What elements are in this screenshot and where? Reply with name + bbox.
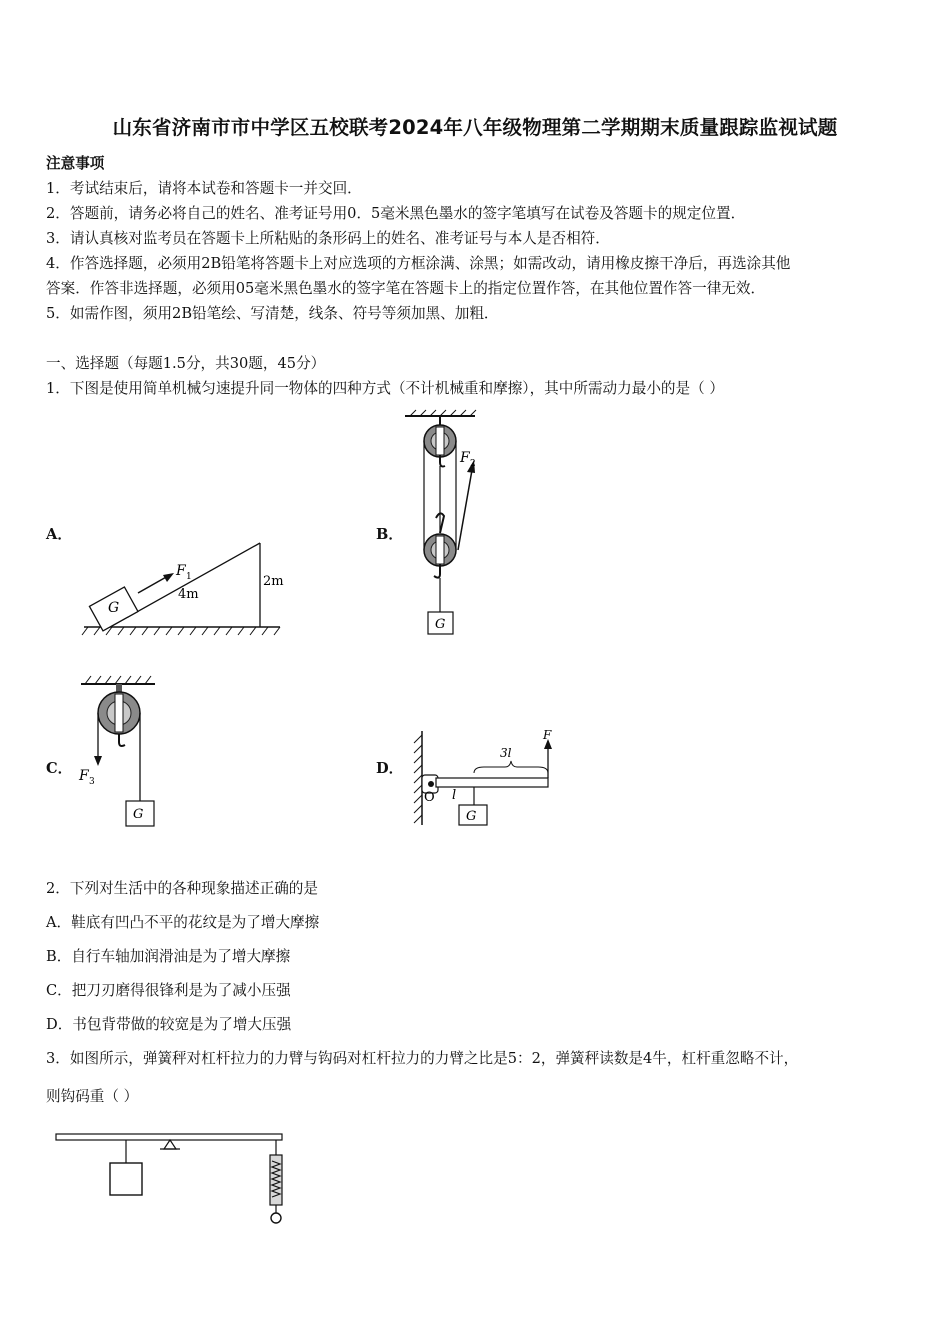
notice-item: 4．作答选择题，必须用2B铅笔将答题卡上对应选项的方框涂满、涂黑；如需改动，请用橡皮擦干净后，再选涂其他: [46, 255, 791, 272]
fig-a-weight-label: G: [108, 600, 120, 616]
q1-label-a: A．: [46, 526, 72, 543]
q1-label-c: C．: [46, 760, 73, 777]
notice-heading: 注意事项: [46, 155, 105, 172]
fig-a-force-sub: 1: [186, 572, 192, 582]
fig-a-length-label: 4m: [178, 587, 199, 602]
notice-item: 5．如需作图，须用2B铅笔绘、写清楚，线条、符号等须加黑、加粗．: [46, 305, 499, 322]
fig-d-force-label: F: [543, 728, 552, 742]
fig-c-force-label: F: [79, 768, 89, 784]
notice-item: 1．考试结束后，请将本试卷和答题卡一并交回．: [46, 180, 362, 197]
q1-label-b: B．: [376, 526, 403, 543]
fig-a-force-label: F: [176, 563, 186, 579]
q1-label-d: D．: [376, 760, 404, 777]
fig-d-pivot-label: O: [424, 790, 435, 805]
fig-b-force-sub: 2: [470, 459, 476, 469]
q2-option-c: C．把刀刃磨得很锋利是为了减小压强: [46, 982, 291, 999]
notice-item: 3．请认真核对监考员在答题卡上所粘贴的条形码上的姓名、准考证号与本人是否相符．: [46, 230, 610, 247]
q2-option-d: D．书包背带做的较宽是为了增大压强: [46, 1016, 292, 1033]
fig-a-height-label: 2m: [263, 574, 284, 589]
fig-d-short-arm: l: [452, 788, 457, 803]
fig-c-weight-label: G: [133, 807, 144, 822]
fig-b-force-label: F: [460, 450, 470, 466]
figure-d-lever: [400, 725, 560, 835]
q3-stem-line2: 则钩码重（ ）: [46, 1088, 139, 1105]
fig-b-weight-label: G: [435, 617, 446, 632]
notice-item: 2．答题前，请务必将自己的姓名、准考证号用0．5毫米黑色墨水的签字笔填写在试卷及答题卡的规定位置．: [46, 205, 746, 222]
q2-option-a: A．鞋底有凹凸不平的花纹是为了增大摩擦: [46, 914, 320, 931]
page-title: 山东省济南市市中学区五校联考2024年八年级物理第二学期期末质量跟踪监视试题: [112, 116, 838, 139]
fig-c-force-sub: 3: [89, 777, 95, 787]
notice-item: 答案．作答非选择题，必须用05毫米黑色墨水的签字笔在答题卡上的指定位置作答，在其他位置作答一律无效．: [46, 280, 766, 297]
q2-stem: 2．下列对生活中的各种现象描述正确的是: [46, 880, 318, 897]
fig-d-weight-label: G: [466, 809, 477, 824]
q1-stem: 1．下图是使用简单机械匀速提升同一物体的四种方式（不计机械重和摩擦），其中所需动力最小的是（ ）: [46, 380, 724, 397]
figure-a-incline: [80, 535, 290, 640]
fig-d-long-arm: 3l: [500, 746, 512, 760]
q3-stem-line1: 3．如图所示，弹簧秤对杠杆拉力的力臂与钩码对杠杆拉力的力臂之比是5：2，弹簧秤读数是4牛，杠杆重忽略不计，: [46, 1050, 799, 1067]
figure-c-fixed-pulley: [75, 668, 165, 833]
section-heading: 一、选择题（每题1.5分，共30题，45分）: [46, 355, 326, 372]
q2-option-b: B．自行车轴加润滑油是为了增大摩擦: [46, 948, 291, 965]
q3-figure-lever-spring: [52, 1125, 292, 1230]
figure-b-pulley-block: [400, 408, 510, 638]
